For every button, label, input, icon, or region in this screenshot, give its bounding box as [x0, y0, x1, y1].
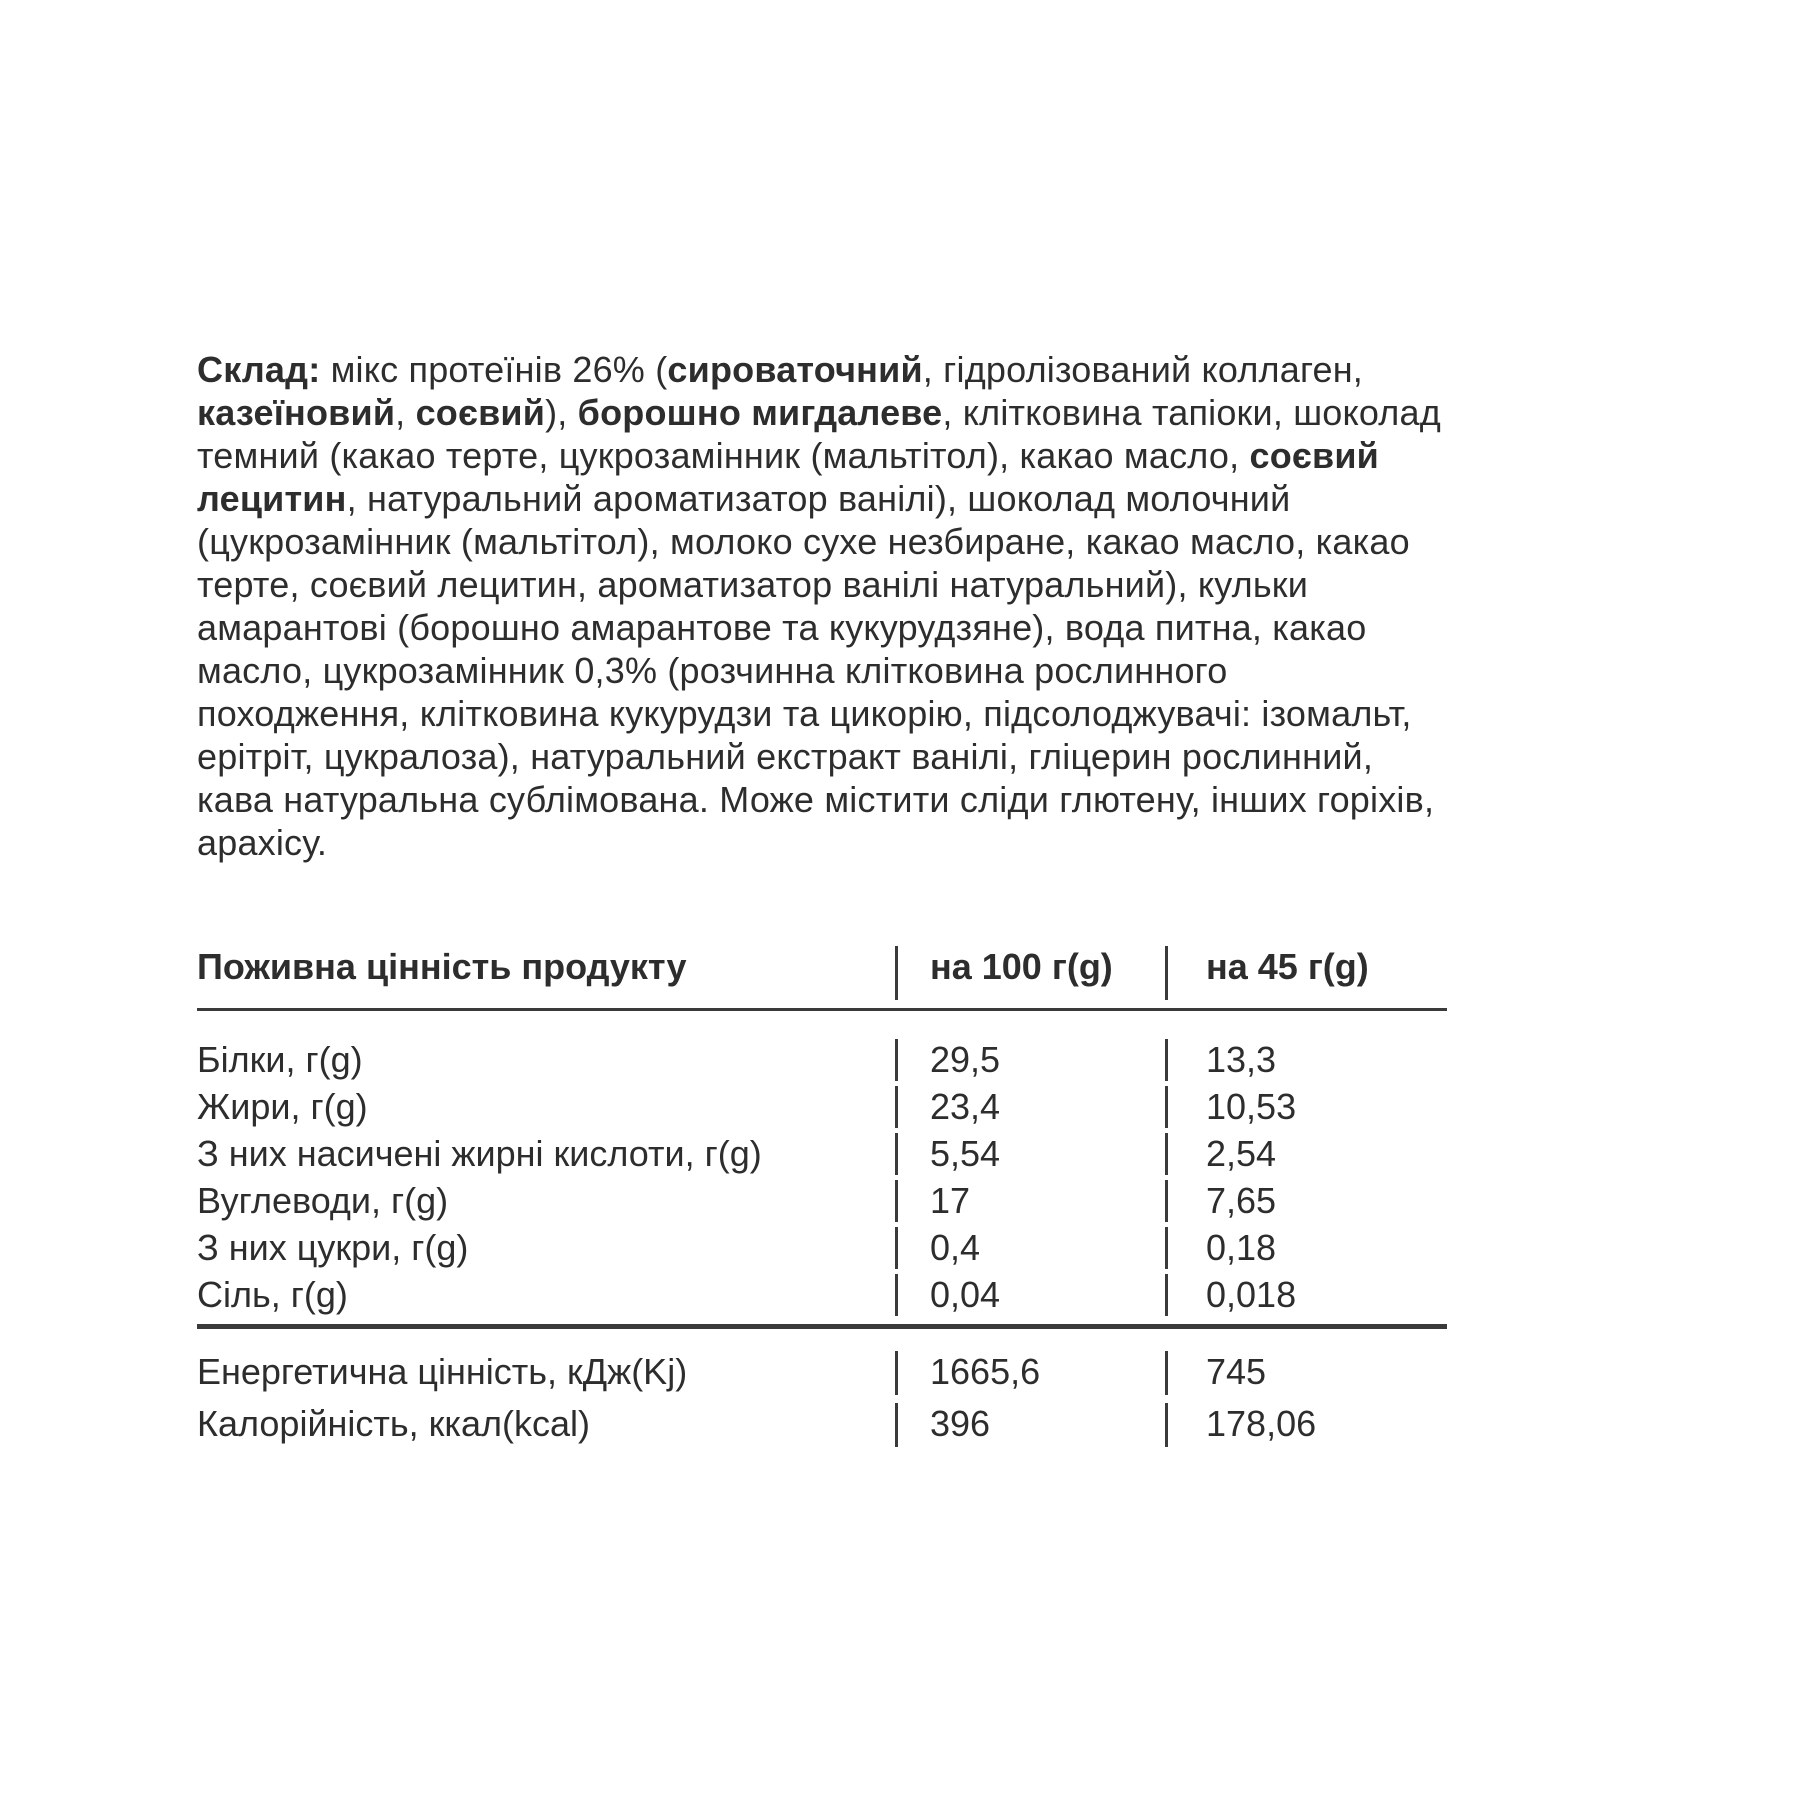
ingredient-text: ,	[395, 392, 416, 433]
row-label: Жири, г(g)	[197, 1086, 368, 1127]
row-value-per45: 0,018	[1165, 1274, 1447, 1316]
row-value-per100: 29,5	[895, 1039, 1165, 1081]
header-product-label: Поживна цінність продукту	[197, 946, 687, 987]
row-label: З них цукри, г(g)	[197, 1227, 469, 1268]
table-row	[197, 1086, 1447, 1128]
row-value-per45: 10,53	[1165, 1086, 1447, 1128]
table-row	[197, 1039, 1447, 1081]
ingredient-text: , натуральний ароматизатор ванілі), шоколад молочний (цукрозамінник (мальтітол), молоко сухе незбиране, какао масло, какао терте, соєвий лецитин, ароматизатор ванілі натуральний), кульки амарантові (борошно амарантове та кукурудзяне), вода питна, какао масло, цукрозамінник 0,3% (розчинна клітковина рослинного походження, клітковина кукурудзи та цикорію, підсолоджувачі: ізомальт, ерітріт, цукралоза), натуральний екстракт ванілі, гліцерин рослинний, кава натуральна сублімована. Може містити сліди глютену, інших горіхів, арахісу.	[197, 478, 1435, 863]
table-row	[197, 1133, 1447, 1175]
ingredient-text: ),	[545, 392, 578, 433]
row-value-per100: 1665,6	[895, 1351, 1165, 1395]
ingredient-term-bold: казеїновий	[197, 392, 396, 433]
ingredients-paragraph	[197, 348, 1447, 864]
section-divider	[197, 1324, 1447, 1329]
table-header-row	[197, 946, 1447, 1000]
row-value-per100: 0,04	[895, 1274, 1165, 1316]
nutrition-rows	[197, 1039, 1447, 1316]
product-info-section	[197, 348, 1447, 1455]
ingredient-term-bold: соєвий	[415, 392, 546, 433]
row-value-per45: 13,3	[1165, 1039, 1447, 1081]
row-value-per100: 0,4	[895, 1227, 1165, 1269]
header-col-per100: на 100 г(g)	[895, 946, 1165, 1000]
row-label: З них насичені жирні кислоти, г(g)	[197, 1133, 762, 1174]
row-label: Енергетична цінність, кДж(Kj)	[197, 1351, 688, 1392]
row-label: Калорійність, ккал(kcal)	[197, 1403, 590, 1444]
table-row	[197, 1180, 1447, 1222]
ingredient-term-bold: соєвий лецитин	[197, 435, 1380, 519]
ingredient-text: , гідролізований коллаген,	[922, 349, 1364, 390]
row-value-per45: 2,54	[1165, 1133, 1447, 1175]
table-row	[197, 1274, 1447, 1316]
row-value-per100: 23,4	[895, 1086, 1165, 1128]
row-label: Білки, г(g)	[197, 1039, 363, 1080]
row-label: Вуглеводи, г(g)	[197, 1180, 449, 1221]
table-row	[197, 1227, 1447, 1269]
nutrition-energy-rows	[197, 1351, 1447, 1447]
row-value-per45: 0,18	[1165, 1227, 1447, 1269]
table-row	[197, 1351, 1447, 1395]
header-divider	[197, 1008, 1447, 1011]
ingredient-term-bold: борошно мигдалеве	[577, 392, 943, 433]
row-value-per100: 396	[895, 1403, 1165, 1447]
row-value-per100: 17	[895, 1180, 1165, 1222]
row-value-per45: 745	[1165, 1351, 1447, 1395]
ingredient-term-bold: сироваточний	[667, 349, 923, 390]
table-row	[197, 1403, 1447, 1447]
header-col-per45: на 45 г(g)	[1165, 946, 1447, 1000]
ingredient-term-bold: Склад:	[197, 349, 321, 390]
ingredient-text: , клітковина тапіоки, шоколад темний (какао терте, цукрозамінник (мальтітол), какао масло,	[197, 392, 1441, 476]
nutrition-table	[197, 946, 1447, 1447]
row-value-per45: 178,06	[1165, 1403, 1447, 1447]
row-label: Сіль, г(g)	[197, 1274, 348, 1315]
ingredient-text: мікс протеїнів 26% (	[320, 349, 668, 390]
row-value-per100: 5,54	[895, 1133, 1165, 1175]
row-value-per45: 7,65	[1165, 1180, 1447, 1222]
